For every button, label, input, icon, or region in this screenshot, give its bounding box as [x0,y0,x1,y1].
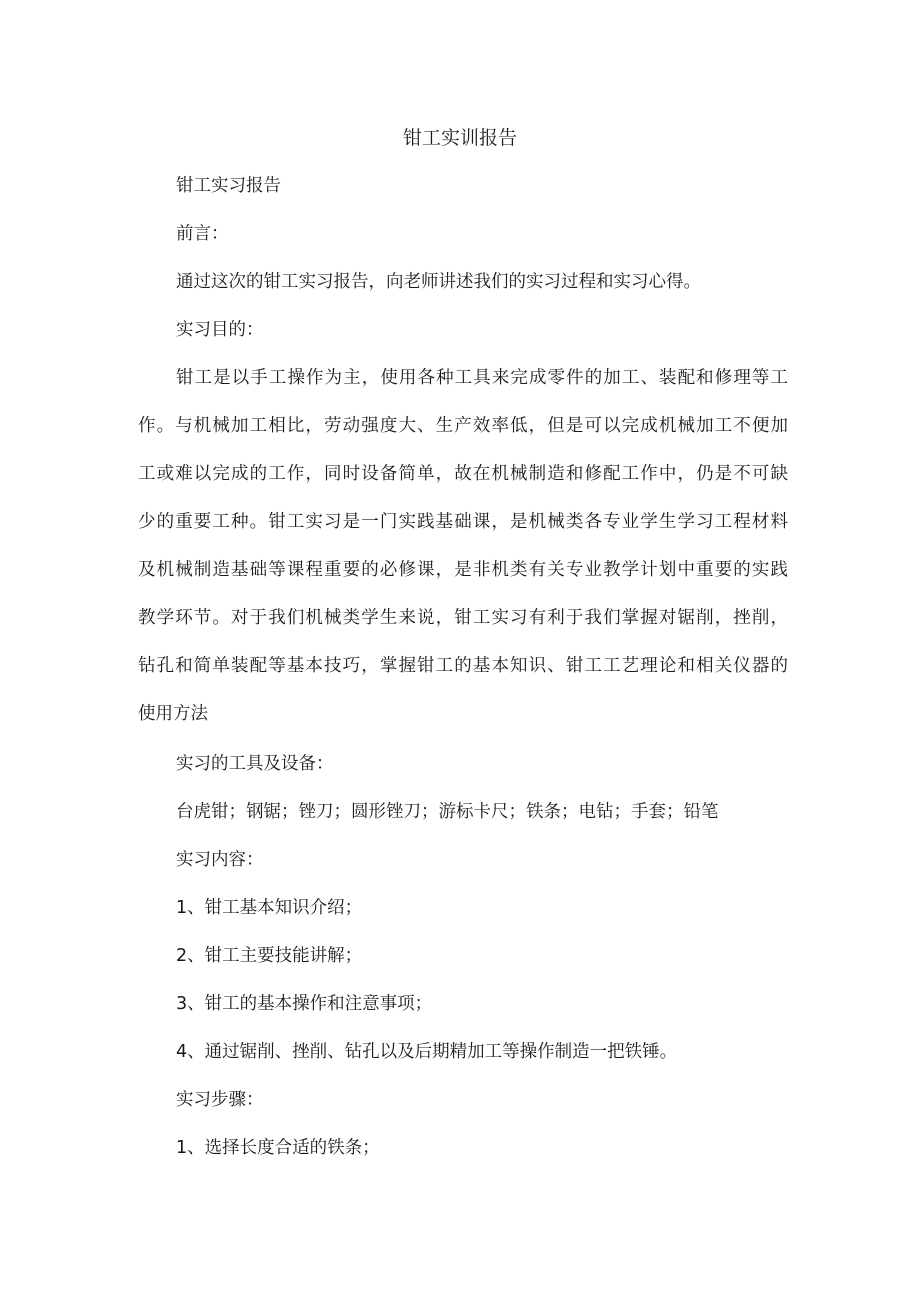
content-heading: 实习内容： [176,850,264,870]
tools-heading: 实习的工具及设备： [176,754,334,774]
report-subtitle: 钳工实习报告 [176,176,281,196]
paragraph-line: 少的重要工种。钳工实习是一门实践基础课，是机械类各专业学生学习工程材料 [138,512,788,532]
content-item: 2、钳工主要技能讲解； [176,946,363,966]
preface-heading: 前言： [176,224,229,244]
tools-list: 台虎钳；钢锯；锉刀；圆形锉刀；游标卡尺；铁条；电钻；手套；铅笔 [176,802,719,822]
steps-heading: 实习步骤： [176,1090,264,1110]
content-item: 4、通过锯削、挫削、钻孔以及后期精加工等操作制造一把铁锤。 [176,1042,678,1062]
preface-paragraph: 通过这次的钳工实习报告，向老师讲述我们的实习过程和实习心得。 [176,272,701,292]
purpose-heading: 实习目的： [176,320,264,340]
paragraph-line: 作。与机械加工相比，劳动强度大、生产效率低，但是可以完成机械加工不便加 [138,416,788,436]
paragraph-line: 钻孔和简单装配等基本技巧，掌握钳工的基本知识、钳工工艺理论和相关仪器的 [138,656,788,676]
document-title: 钳工实训报告 [402,127,517,149]
paragraph-line: 钳工是以手工操作为主，使用各种工具来完成零件的加工、装配和修理等工 [176,368,788,388]
paragraph-line: 使用方法 [138,704,208,724]
content-item: 3、钳工的基本操作和注意事项； [176,994,433,1014]
paragraph-line: 教学环节。对于我们机械类学生来说，钳工实习有利于我们掌握对锯削，挫削， [138,608,788,628]
paragraph-line: 及机械制造基础等课程重要的必修课，是非机类有关专业教学计划中重要的实践 [138,560,788,580]
step-item: 1、选择长度合适的铁条； [176,1138,380,1158]
purpose-paragraph [138,364,788,748]
content-item: 1、钳工基本知识介绍； [176,898,363,918]
paragraph-line: 工或难以完成的工作，同时设备简单，故在机械制造和修配工作中，仍是不可缺 [138,464,788,484]
